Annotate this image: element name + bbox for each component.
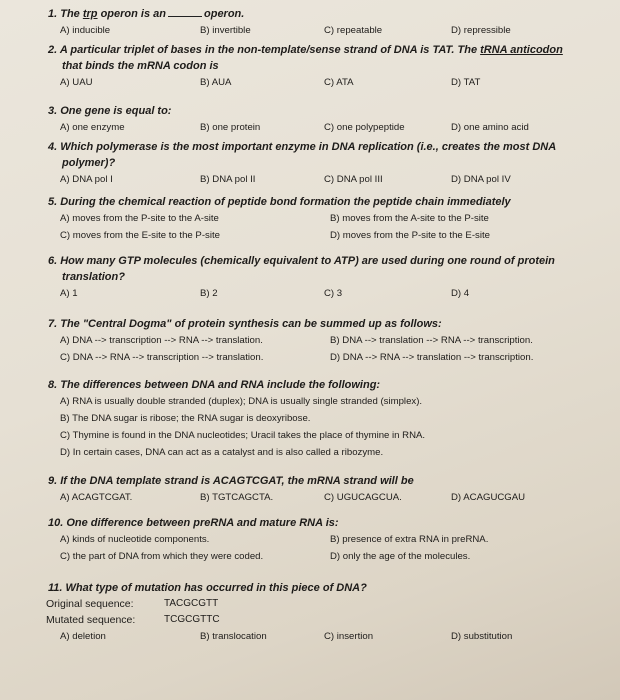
option-b: B) DNA pol II <box>200 174 256 185</box>
option-c: C) UGUCAGCUA. <box>324 492 402 503</box>
option-b: B) TGTCAGCTA. <box>200 492 274 503</box>
question-7 <box>48 316 608 366</box>
stem-text: operon is an <box>97 8 166 20</box>
option-d: D) DNA --> RNA --> translation --> transcription. <box>330 352 534 363</box>
mutated-sequence-value: TCGCGTTC <box>164 614 220 625</box>
question-10 <box>48 515 608 565</box>
stem-text: translation? <box>62 271 125 283</box>
stem-text: polymer)? <box>62 157 116 169</box>
option-b: B) one protein <box>200 122 261 133</box>
option-d: D) DNA pol IV <box>451 174 511 185</box>
option-c: C) DNA --> RNA --> transcription --> translation. <box>60 352 264 363</box>
option-a: A) UAU <box>60 77 93 88</box>
option-b: B) DNA --> translation --> RNA --> transcription. <box>330 335 533 346</box>
original-sequence <box>48 596 608 612</box>
stem-text: operon. <box>204 8 245 20</box>
option-a: A) RNA is usually double stranded (duplex); DNA is usually single stranded (simplex). <box>60 396 423 407</box>
option-b: B) invertible <box>200 25 251 36</box>
question-stem: 1. The trp operon is an operon. <box>48 8 245 20</box>
option-c: C) 3 <box>324 288 343 299</box>
question-stem <box>48 42 608 74</box>
question-3 <box>48 103 608 136</box>
option-c: C) insertion <box>324 631 374 642</box>
question-4 <box>48 139 608 188</box>
original-sequence-value: TACGCGTT <box>164 598 219 609</box>
option-c: C) moves from the E-site to the P-site <box>60 230 220 241</box>
question-stem <box>48 253 608 285</box>
option-d: D) TAT <box>451 77 481 88</box>
option-c: C) one polypeptide <box>324 122 405 133</box>
question-6 <box>48 253 608 302</box>
option-c: C) ATA <box>324 77 354 88</box>
stem-text: 4. Which polymerase is the most important enzyme in DNA replication (i.e., creates the most DNA <box>48 141 557 153</box>
stem-underlined: tRNA anticodon <box>480 44 563 56</box>
stem-text: 2. A particular triplet of bases in the non-template/sense strand of DNA is TAT. The <box>48 44 481 56</box>
question-5 <box>48 194 608 244</box>
stem-text: The <box>60 8 83 20</box>
option-b: B) translocation <box>200 631 267 642</box>
question-2 <box>48 42 608 91</box>
stem-text: that binds the mRNA codon is <box>62 60 219 72</box>
stem-text: 6. How many GTP molecules (chemically equivalent to ATP) are used during one round of protein <box>48 255 555 267</box>
option-c: C) the part of DNA from which they were coded. <box>60 551 264 562</box>
question-8 <box>48 377 608 461</box>
question-stem: 7. The "Central Dogma" of protein synthesis can be summed up as follows: <box>48 318 442 330</box>
question-stem: 8. The differences between DNA and RNA include the following: <box>48 379 381 391</box>
mutated-sequence <box>48 612 608 628</box>
question-stem: 11. What type of mutation has occurred in this piece of DNA? <box>48 582 367 594</box>
option-b: B) 2 <box>200 288 218 299</box>
option-b: B) AUA <box>200 77 232 88</box>
option-d: D) ACAGUCGAU <box>451 492 526 503</box>
option-b: B) presence of extra RNA in preRNA. <box>330 534 489 545</box>
option-c: C) Thymine is found in the DNA nucleotides; Uracil takes the place of thymine in RNA. <box>60 430 426 441</box>
option-d: D) substitution <box>451 631 513 642</box>
question-stem: 5. During the chemical reaction of peptide bond formation the peptide chain immediately <box>48 196 511 208</box>
option-d: D) 4 <box>451 288 470 299</box>
option-c: C) DNA pol III <box>324 174 383 185</box>
option-d: D) repressible <box>451 25 511 36</box>
option-a: A) inducible <box>60 25 111 36</box>
question-stem: 9. If the DNA template strand is ACAGTCGAT, the mRNA strand will be <box>48 475 414 487</box>
question-stem: 10. One difference between preRNA and mature RNA is: <box>48 517 339 529</box>
option-a: A) 1 <box>60 288 78 299</box>
option-d: D) moves from the P-site to the E-site <box>330 230 490 241</box>
option-d: D) one amino acid <box>451 122 529 133</box>
original-sequence-label: Original sequence: <box>46 598 134 610</box>
option-b: B) moves from the A-site to the P-site <box>330 213 489 224</box>
question-stem: 3. One gene is equal to: <box>48 105 172 117</box>
option-a: A) one enzyme <box>60 122 125 133</box>
option-a: A) moves from the P-site to the A-site <box>60 213 219 224</box>
option-c: C) repeatable <box>324 25 383 36</box>
option-a: A) deletion <box>60 631 106 642</box>
option-a: A) DNA --> transcription --> RNA --> translation. <box>60 335 263 346</box>
question-11 <box>48 580 608 645</box>
option-a: A) kinds of nucleotide components. <box>60 534 210 545</box>
question-9 <box>48 473 608 506</box>
option-a: A) DNA pol I <box>60 174 113 185</box>
blank-line <box>168 16 202 17</box>
option-d: D) In certain cases, DNA can act as a catalyst and is also called a ribozyme. <box>60 447 384 458</box>
option-a: A) ACAGTCGAT. <box>60 492 133 503</box>
option-b: B) The DNA sugar is ribose; the RNA sugar is deoxyribose. <box>60 413 311 424</box>
question-1 <box>48 6 608 39</box>
stem-underlined: trp <box>82 8 98 20</box>
question-stem <box>48 139 608 171</box>
mutated-sequence-label: Mutated sequence: <box>46 614 136 626</box>
option-d: D) only the age of the molecules. <box>330 551 471 562</box>
